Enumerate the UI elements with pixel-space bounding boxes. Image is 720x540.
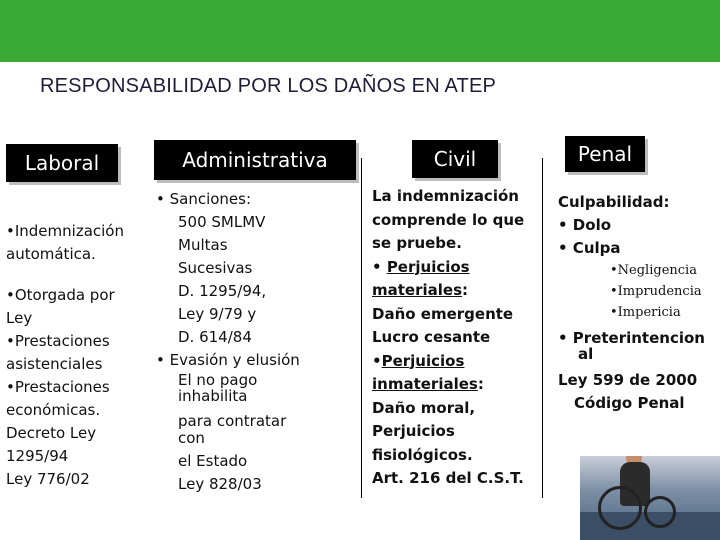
column-divider-1 [361, 158, 362, 498]
inmateriales-label: inmateriales [372, 375, 478, 393]
header-civil: Civil [412, 140, 498, 178]
civil-line: La indemnización [372, 187, 519, 205]
laboral-line: asistenciales [6, 355, 103, 373]
colon: : [477, 375, 484, 393]
laboral-line: Ley [6, 309, 33, 327]
penal-column [558, 191, 705, 415]
perjuicios-materiales-label: Perjuicios [386, 257, 470, 276]
admin-line: Ley 828/03 [178, 475, 262, 493]
laboral-line: automática. [6, 245, 96, 263]
perjuicios-inmateriales-label: Perjuicios [381, 351, 465, 370]
civil-line: se pruebe. [372, 234, 462, 252]
civil-line [372, 279, 524, 303]
laboral-line: •Otorgada por [6, 286, 115, 304]
admin-line: El no pago [178, 371, 258, 389]
laboral-line: Decreto Ley [6, 424, 97, 442]
penal-line: • Preterintencion [558, 329, 705, 347]
materiales-label: materiales [372, 281, 462, 299]
civil-line: Perjuicios [372, 422, 455, 440]
penal-subline: •Negligencia [610, 263, 697, 278]
admin-line: D. 614/84 [178, 328, 252, 346]
penal-line: Culpabilidad: [558, 193, 670, 211]
admin-line: Sucesivas [178, 259, 253, 277]
column-divider-2 [542, 158, 543, 498]
penal-line: al [578, 345, 594, 363]
penal-subline: •Imprudencia [610, 284, 702, 299]
bullet: • [372, 351, 382, 370]
civil-line: Daño emergente [372, 304, 514, 323]
admin-line: Multas [178, 236, 228, 254]
laboral-line: •Indemnización [6, 222, 124, 240]
wheelchair-wheel-icon [644, 496, 676, 528]
admin-line: el Estado [178, 452, 248, 470]
laboral-line: Ley 776/02 [6, 470, 90, 488]
civil-line [372, 350, 524, 374]
wheelchair-wheel-icon [598, 486, 642, 530]
page-title: RESPONSABILIDAD POR LOS DAÑOS EN ATEP [40, 75, 497, 97]
administrativa-column [156, 188, 300, 496]
civil-column [372, 185, 524, 491]
civil-line: comprende lo que [372, 210, 525, 229]
penal-subline: •Impericia [610, 305, 681, 320]
laboral-line: •Prestaciones [6, 332, 110, 350]
penal-line: • Dolo [558, 216, 612, 234]
bullet: • [372, 257, 387, 276]
civil-line: Lucro cesante [372, 328, 491, 346]
admin-line: • Evasión y elusión [156, 351, 300, 369]
admin-line: con [178, 429, 205, 447]
admin-line: 500 SMLMV [178, 213, 266, 231]
laboral-line: 1295/94 [6, 447, 69, 465]
laboral-line: •Prestaciones [6, 378, 110, 396]
penal-line: • Culpa [558, 239, 621, 257]
civil-line [372, 373, 524, 397]
admin-line: para contratar [178, 412, 287, 430]
laboral-line: económicas. [6, 401, 101, 419]
header-laboral: Laboral [6, 144, 118, 182]
admin-line: inhabilita [178, 387, 248, 405]
civil-line: Daño moral, [372, 398, 476, 417]
top-green-band [0, 0, 720, 62]
laboral-column [6, 220, 124, 491]
admin-line: Ley 9/79 y [178, 305, 257, 323]
admin-line: D. 1295/94, [178, 282, 267, 300]
header-administrativa: Administrativa [154, 140, 356, 180]
colon: : [462, 281, 468, 299]
penal-line: Código Penal [574, 394, 685, 412]
civil-line: fisiológicos. [372, 445, 473, 464]
header-penal: Penal [565, 136, 645, 172]
penal-line: Ley 599 de 2000 [558, 371, 698, 389]
civil-line [372, 256, 524, 280]
admin-line: • Sanciones: [156, 190, 252, 208]
wheelchair-photo [580, 456, 720, 540]
civil-line: Art. 216 del C.S.T. [372, 469, 524, 487]
